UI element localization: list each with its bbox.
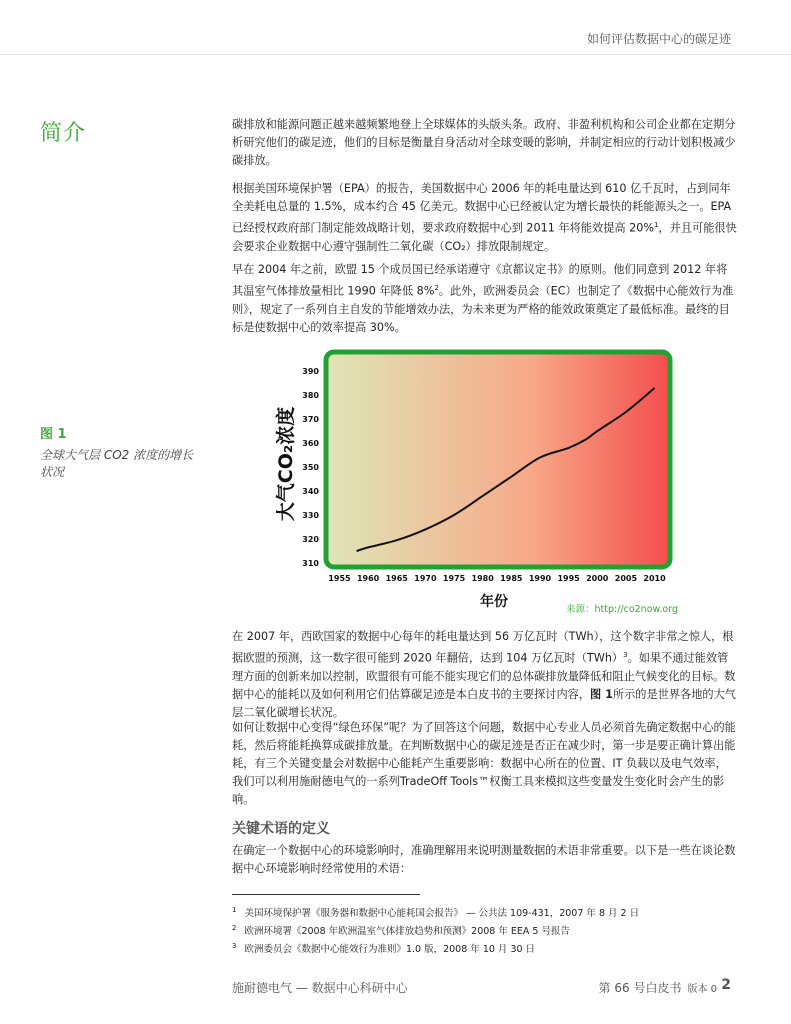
paragraph-text: 。如果不通过能效管理方面的创新来加以控制，欧盟很有可能不能实现它们的总体碳排放量降低和阻止气候变化的目标。数据中心的能耗以及如何利用它们估算碳足迹是本白皮书的主要探讨内容， — [232, 651, 736, 701]
figure-caption: 全球大气层 CO2 浓度的增长状况 — [40, 448, 194, 479]
footnote-number: 1 — [232, 906, 237, 914]
footnote-ref: 2 — [434, 284, 439, 292]
footnote — [232, 903, 639, 921]
y-tick-label: 320 — [302, 535, 319, 545]
paragraph-epa — [232, 180, 737, 256]
page-number: 2 — [721, 977, 731, 993]
co2-chart — [270, 345, 690, 615]
footer-publisher: 施耐德电气 — 数据中心科研中心 — [232, 981, 408, 995]
footnote — [232, 921, 570, 939]
y-tick-label: 370 — [302, 415, 319, 425]
x-tick-label: 2000 — [586, 574, 609, 583]
y-tick-label: 350 — [302, 463, 319, 473]
footer-paper-id — [599, 979, 717, 996]
footnote-divider — [232, 894, 420, 895]
x-tick-label: 1990 — [528, 574, 552, 583]
y-tick-label: 330 — [302, 511, 319, 521]
chart-x-axis-label: 年份 — [480, 594, 508, 610]
x-tick-label: 1995 — [557, 574, 580, 583]
chart-y-axis-label: 大气CO₂浓度 — [275, 406, 297, 522]
y-tick-label: 360 — [302, 439, 319, 449]
footnote-text: 美国环境保护署《服务器和数据中心能耗国会报告》 — 公共法 109-431，2007 年 8 月 2 日 — [244, 908, 640, 920]
y-tick-label: 390 — [302, 367, 319, 377]
y-tick-label: 310 — [302, 559, 319, 568]
paragraph-text: 。此外，欧洲委员会（EC）也制定了《数据中心能效行为准则》，规定了一系列自主自发的节能增效办法，为未来更为严格的能效政策奠定了最低标准。最终的目标是使数据中心的效率提高 30%。 — [232, 284, 734, 334]
footnote-ref: 3 — [623, 651, 628, 659]
figure-label: 图 1 — [40, 427, 67, 442]
footnote-ref: 1 — [654, 221, 659, 229]
y-tick-label: 380 — [302, 391, 319, 401]
x-tick-label: 1975 — [442, 574, 466, 583]
paragraph-terms: 在确定一个数据中心的环境影响时，准确理解用来说明测量数据的术语非常重要。以下是一些在谈论数据中心环境影响时经常使用的术语： — [232, 844, 736, 875]
footnote-number: 3 — [232, 942, 237, 950]
x-tick-label: 1955 — [328, 574, 351, 583]
footer-version: 版本 0 — [687, 984, 717, 995]
paragraph-text: 根据美国环境保护署（EPA）的报告，美国数据中心 2006 年的耗电量达到 610 亿千瓦时，占到同年全美耗电总量的 1.5%，成本约合 45 亿美元。数据中心已经被认定为增长最快的耗能源头之一。EPA已经授权政府部门制定能效战略计划，要求政府数据中心到 2011 年将能效提高 20% — [232, 182, 732, 235]
x-tick-label: 2010 — [643, 574, 666, 583]
header-divider — [0, 54, 791, 55]
header-title: 如何评估数据中心的碳足迹 — [586, 32, 731, 46]
paragraph-green: 如何让数据中心变得“绿色环保”呢？为了回答这个问题，数据中心专业人员必须首先确定数据中心的能耗，然后将能耗换算成碳排放量。在判断数据中心的碳足迹是否正在减少时，第一步是要正确计算出能耗，有三个关键变量会对数据中心能耗产生重要影响：数据中心所在的位置、IT 负载以及电气效率，我们可以利用施耐德电气的一系列TradeOff Tools™权衡工具来模拟这些变量发生变化时会产生的影响。 — [232, 721, 736, 806]
x-tick-label: 1970 — [414, 574, 437, 583]
paragraph-intro: 碳排放和能源问题正越来越频繁地登上全球媒体的头版头条。政府、非盈利机构和公司企业都在定期分析研究他们的碳足迹，他们的目标是衡量自身活动对全球变暖的影响，并制定相应的行动计划积极减少碳排放。 — [232, 118, 736, 167]
paragraph-text: 所示的是世界各地的大气层二氧化碳增长状况。 — [232, 687, 736, 719]
figure-ref: 图 1 — [590, 687, 613, 701]
x-tick-label: 1980 — [471, 574, 494, 583]
footnote-number: 2 — [232, 924, 237, 932]
footnote — [232, 939, 535, 957]
x-tick-label: 2005 — [614, 574, 638, 583]
chart-source: 来源：http://co2now.org — [566, 604, 679, 615]
paragraph-eu — [232, 261, 737, 337]
section-title: 简介 — [40, 121, 87, 146]
paragraph-text: 在 2007 年，西欧国家的数据中心每年的耗电量达到 56 万亿瓦时（TWh），这个数字非常之惊人，根据欧盟的预测，这一数字很可能到 2020 年翻倍，达到 104 万亿瓦时（TWh） — [232, 630, 734, 665]
paragraph-europe-2007 — [232, 628, 737, 722]
x-tick-label: 1985 — [500, 574, 523, 583]
footnote-text: 欧洲环境署《2008 年欧洲温室气体排放趋势和预测》2008 年 EEA 5 号报告 — [244, 926, 570, 938]
paragraph-text: 早在 2004 年之前，欧盟 15 个成员国已经承诺遵守《京都议定书》的原则。他们同意到 2012 年将其温室气体排放量相比 1990 年降低 8% — [232, 263, 728, 298]
x-tick-label: 1960 — [356, 574, 380, 583]
chart-plot-area — [326, 352, 670, 567]
footer-paper-number: 第 66 号白皮书 — [598, 981, 682, 995]
footnote-text: 欧洲委员会《数据中心能效行为准则》1.0 版，2008 年 10 月 30 日 — [244, 944, 536, 956]
y-tick-label: 340 — [302, 487, 319, 497]
x-tick-label: 1965 — [385, 574, 408, 583]
paragraph-text: ，并且可能很快会要求企业数据中心遵守强制性二氧化碳（CO₂）排放限制规定。 — [232, 221, 737, 253]
subheading: 关键术语的定义 — [232, 821, 330, 837]
